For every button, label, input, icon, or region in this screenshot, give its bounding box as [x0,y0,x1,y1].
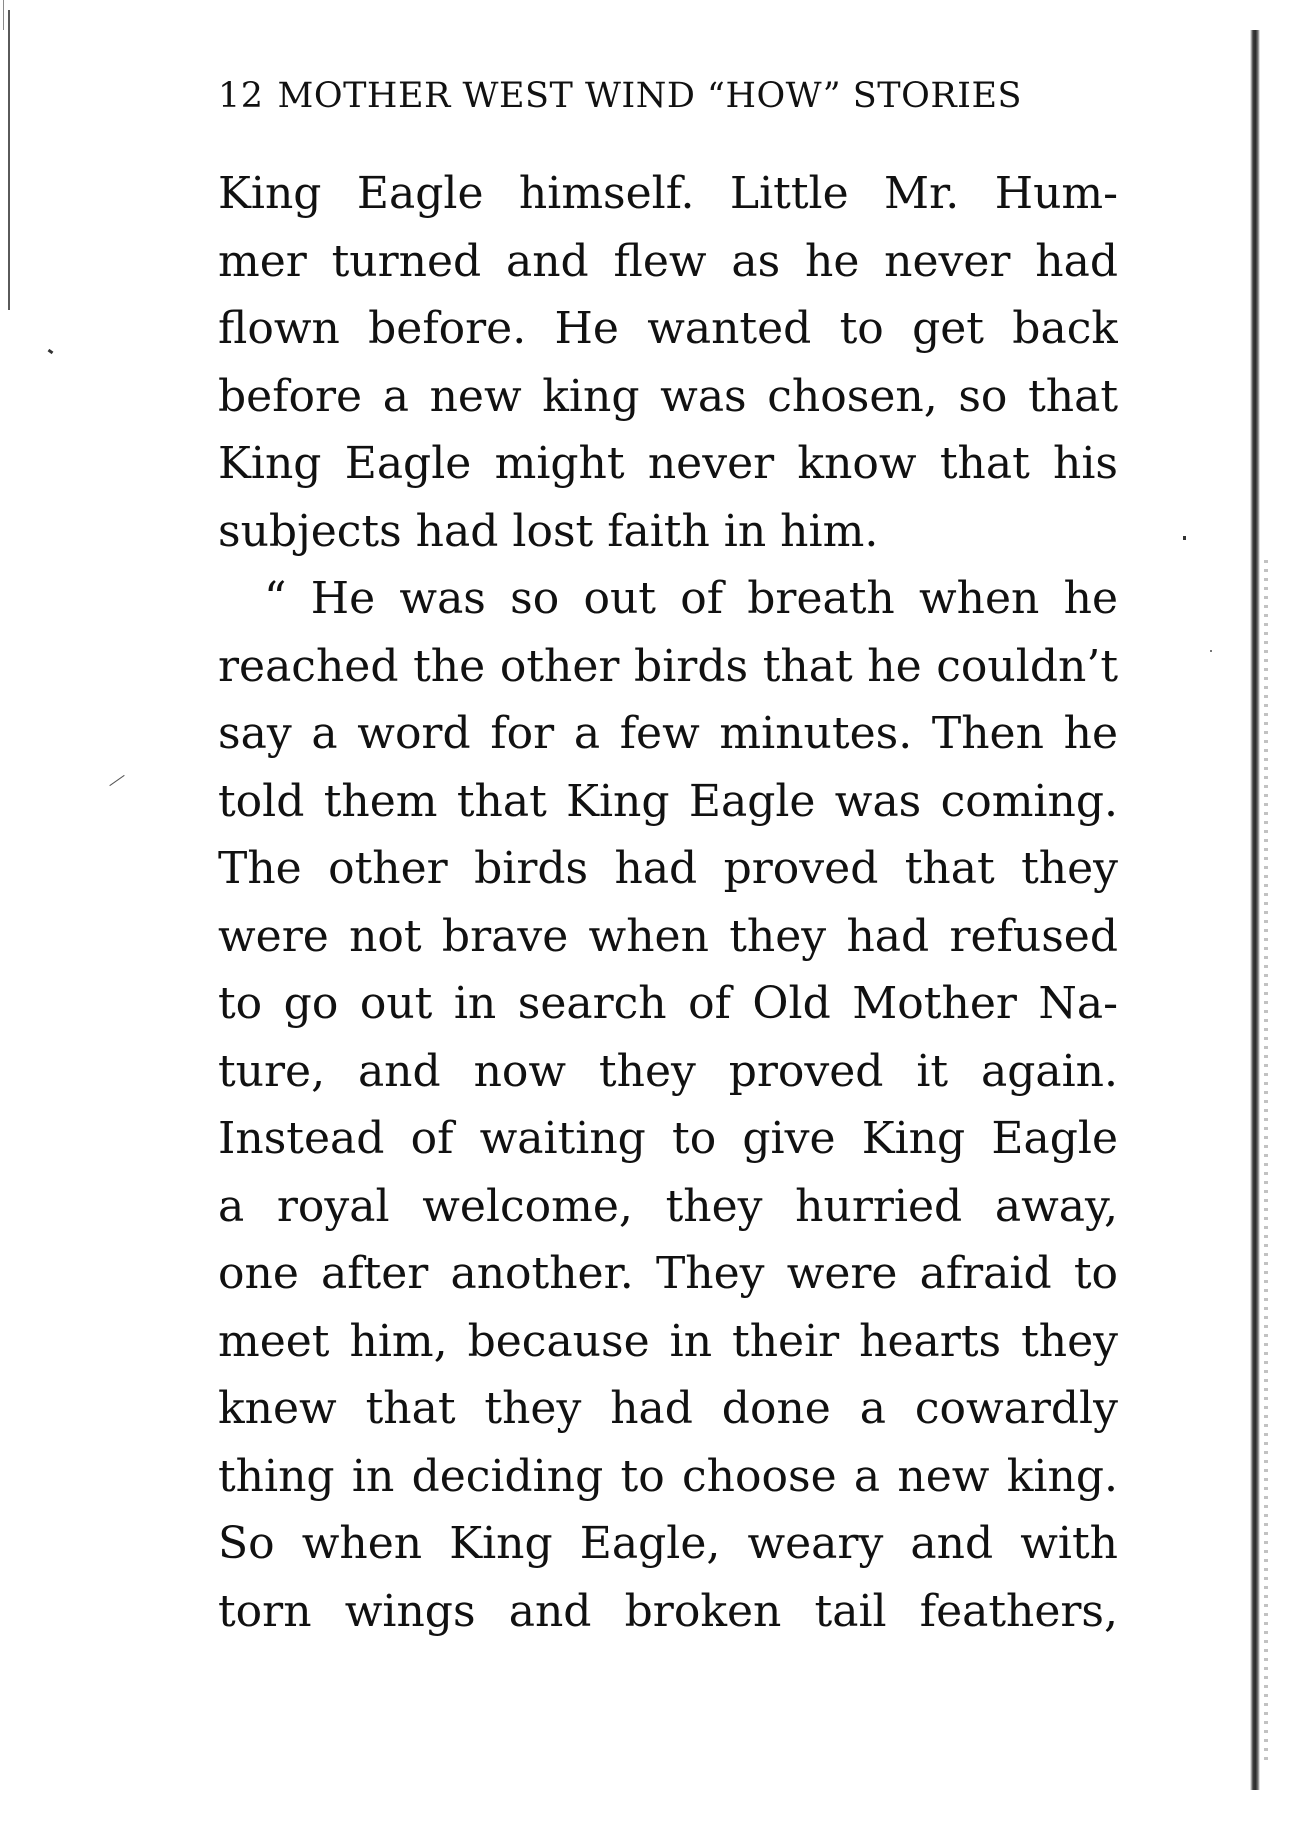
text-line: meet him, because in their hearts they [218,1315,1118,1367]
text-line: mer turned and flew as he never had [218,235,1118,287]
text-line: torn wings and broken tail feathers, [218,1585,1118,1637]
text-line: knew that they had done a cowardly [218,1383,1118,1434]
text-line: were not brave when they had refused [218,910,1118,962]
scan-speck [48,349,54,354]
page-number: 12 [218,76,264,116]
scan-speck [1210,650,1212,652]
scan-edge-left [8,10,10,310]
text-line: “ He was so out of breath when he [264,573,1118,624]
running-head [218,70,1118,122]
text-line: King Eagle might never know that his [218,438,1118,489]
text-line: King Eagle himself. Little Mr. Hum- [218,168,1118,219]
book-title: MOTHER WEST WIND “HOW” STORIES [277,76,1023,116]
scan-speck [109,775,124,786]
text-line: say a word for a few minutes. Then he [218,708,1118,759]
text-line: before a new king was chosen, so that [218,370,1118,422]
text-line: one after another. They were afraid to [218,1248,1118,1299]
scan-edge-right-noise [1264,560,1268,1760]
scan-speck [1183,536,1186,540]
text-line: a royal welcome, they hurried away, [218,1180,1118,1232]
text-line: ture, and now they proved it again. [218,1045,1118,1097]
scan-edge-right [1250,30,1260,1790]
text-line: told them that King Eagle was coming. [218,775,1118,827]
scan-edge-left-thin [3,0,4,30]
text-line: Instead of waiting to give King Eagle [218,1113,1118,1164]
text-line: flown before. He wanted to get back [218,303,1118,354]
text-line: reached the other birds that he couldn’t [218,640,1118,692]
text-line: So when King Eagle, weary and with [218,1518,1118,1569]
text-line: subjects had lost faith in him. [218,505,879,557]
text-line: thing in deciding to choose a new king. [218,1450,1118,1502]
text-line: The other birds had proved that they [218,843,1118,894]
body-text [218,160,1118,1645]
text-line: to go out in search of Old Mother Na- [218,978,1118,1029]
